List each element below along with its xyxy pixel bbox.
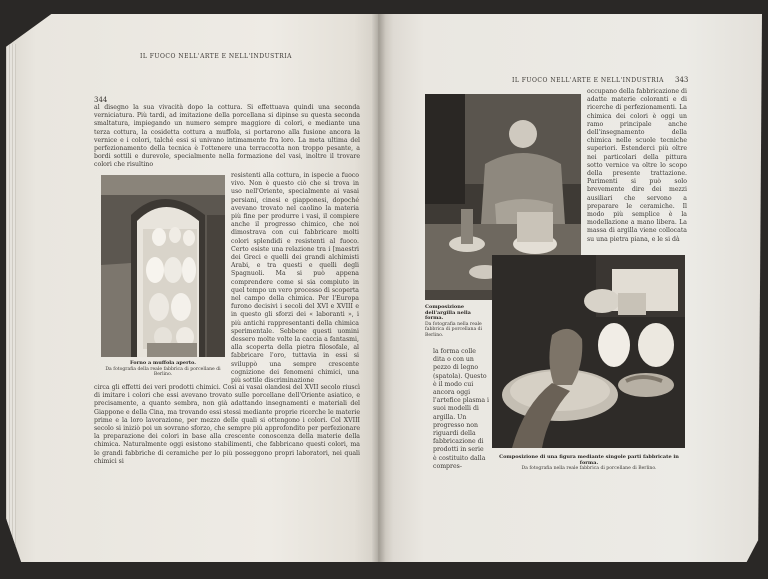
figure-composition-caption-title: Composizione di una figura mediante singole parti fabbricate in forma. [499, 454, 679, 466]
figure-composition-caption-credit: Da fotografia nella reale fabbrica di porcellane di Berlino. [521, 466, 657, 472]
right-text-lower: la forma colle dita o con un pezzo di legno (spatola). Questo è il modo cui ancora oggi l'artefice plasma i suoi modelli di argilla. Un progresso non riguardi della fabbricazione di prodotti in serie è costituito dalla compres- [433, 348, 490, 470]
left-text-top: al disegno la sua vivacità dopo la cottura. Si effettuava quindi una seconda verniciatura. Più tardi, ad imitazione della porcellana si dipinse su questa seconda smaltatura, impiegando un numero sempre maggiore di colori, e mediante una terza cottura, la cosidetta cottura a muffola, si portarono alla fusione ancora la vernice e i colori, talché essi si univano intimamente fra loro. La meta ultima del perfezionamento della tecnica è l'ottenere una terraccotta non troppo pesante, a bordi sottili e durevole, specialmente nella formazione del vasi, inoltre il trovare colori che risultino [94, 104, 360, 169]
left-text-column: resistenti alla cottura, in ispecie a fuoco vivo. Non è questo ciò che si trova in uso nell'Oriente, specialmente ai vasai persiani, cinesi e giapponesi, dopoché avevano trovato nel caolino la materia più fine per produrre i vasi, il compiere anche il progresso chimico, che noi dimostrava con cui fabbricare molti colori splendidi e resistenti al fuoco. Certo esiste una relazione tra i [maestri dei Greci e quelli dei grandi alchimisti Arabi, e tra questi e quelli degli Spagnuoli. Ma si può appena comprendere come si sia compiuto in quel tempo un vero processo di scoperta nel campo della chimica. Per l'Europa furono decisivi i secoli del XVI e XVIII e in questo gli sforzi dei « laboranti », i più antichi rappresentanti della chimica sperimentale. Sebbene questi uomini dessero molte volte la caccia a fantasmi, alla scoperta della pietra filosofale, al fabbricare l'oro, tuttavia in essi si sviluppò una sempre crescente cognizione dei fenomeni chimici, una più sottile discriminazione [231, 172, 359, 385]
potter-caption [425, 305, 491, 339]
potter-caption-credit: Da fotografia nella reale fabbrica di porcellana di Berlino. [425, 321, 483, 338]
figure-composition-caption [494, 455, 684, 472]
kiln-illustration [101, 175, 225, 357]
right-text-column: occupano della fabbricazione di adatte materie coloranti e di ricerche di perfezionamenti. La chimica dei colori è oggi un ramo principale anche dell'insegnamento della chimica nelle scuole tecniche superiori. Estenderci più oltre nei particolari della pittura sotto vernice va oltre lo scopo della presente trattazione. Parimenti si può solo brevemente dire dei mezzi ausiliari che servono a preparare le ceramiche. Il modo più semplice è la modellazione a mano libera. La massa di argilla viene collocata su una pietra piana, e le si dà [587, 88, 687, 243]
kiln-caption-title: Forno a muffola aperto. [129, 360, 197, 366]
right-running-header: IL FUOCO NELL'ARTE E NELL'INDUSTRIA [512, 77, 664, 84]
left-text-bottom: circa gli effetti dei veri prodotti chimici. Così ai vasai olandesi del XVII secolo riuscì di imitare i colori che essi avevano trovato sulle porcellane dell'Oriente asiatico, e precisamente, a quanto sembra, non già adattando insegnamenti e materiali del Giappone e della Cina, ma trovando essi stessi mediante proprie ricerche le materie prime e la loro lavorazione, per mezzo delle quali si ottengono i colori. Col XVIII secolo si iniziò poi un sovrano sforzo, che sempre più approfondito per perfezionare la preparazione dei colori in base alla crescente conoscenza della materie della chimica. Naturalmente oggi esistono stabilimenti, che fabbricano questi colori, ma le grandi fabbriche di ceramiche per lo più posseggono propri laboratori, nei quali chimici si [94, 384, 360, 465]
page-edge [6, 44, 16, 564]
left-running-header: IL FUOCO NELL'ARTE E NELL'INDUSTRIA [140, 53, 292, 60]
book-gutter [372, 14, 386, 562]
potter-caption-title: Composizione dell'argilla nella forma. [425, 304, 471, 322]
left-page-number: 344 [94, 96, 108, 104]
kiln-photo [101, 175, 225, 357]
kiln-caption [103, 361, 223, 378]
kiln-caption-credit: Da fotografia della reale fabbrica di porcellane di Berlino. [105, 366, 221, 378]
right-page-number: 343 [675, 76, 689, 84]
figure-composition-illustration [492, 255, 685, 448]
figure-composition-photo [492, 255, 685, 448]
